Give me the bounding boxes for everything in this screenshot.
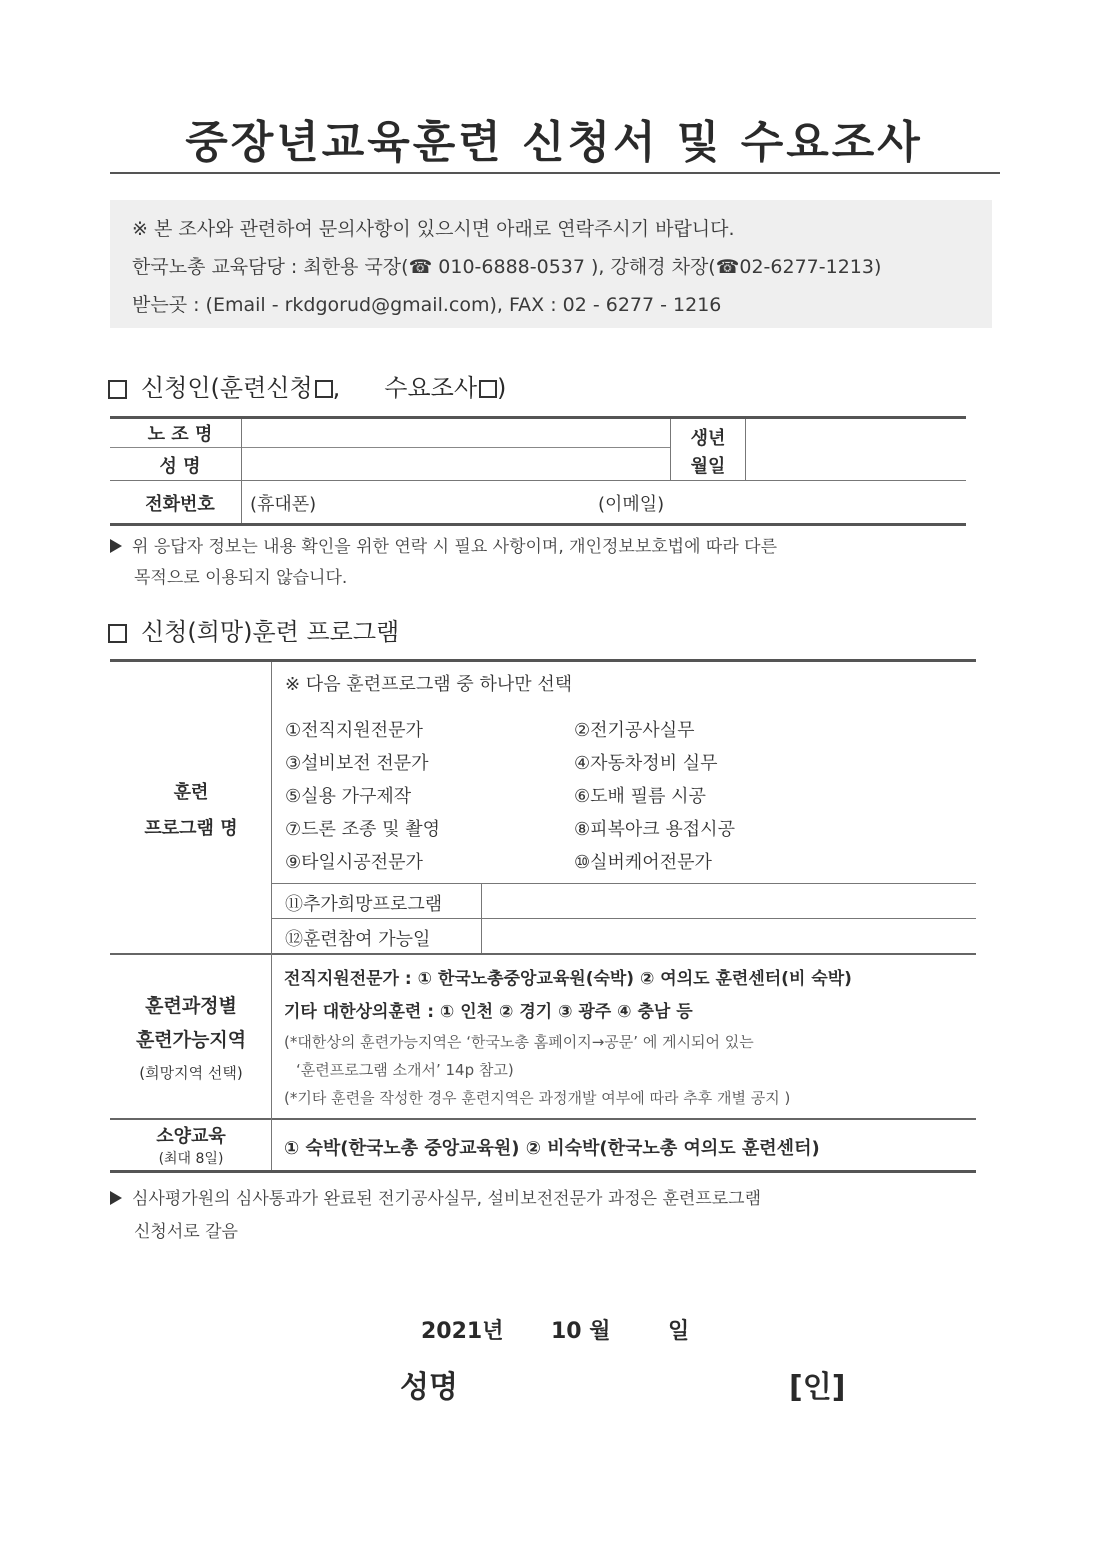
section-checkbox	[108, 624, 127, 643]
section-applicant-heading: 신청인(훈련신청 , 수요조사 )	[108, 368, 506, 403]
program-option[interactable]: ⑦드론 조종 및 촬영	[285, 819, 441, 840]
privacy-note-line-1: 위 응답자 정보는 내용 확인을 위한 연락 시 필요 사항이며, 개인정보보호법에 따라 다른	[110, 532, 777, 557]
section-program-heading: 신청(희망)훈련 프로그램	[108, 612, 399, 647]
available-date-label: ⑫훈련참여 가능일	[285, 929, 431, 950]
mobile-field[interactable]: (휴대폰)	[250, 494, 317, 515]
liberal-label-2: (최대 8일)	[158, 1151, 224, 1167]
program-option[interactable]: ③설비보전 전문가	[285, 753, 429, 774]
program-instruction: ※ 다음 훈련프로그램 중 하나만 선택	[285, 674, 573, 695]
region-line-1[interactable]: 전직지원전문가 : ① 한국노총중앙교육원(숙박) ② 여의도 훈련센터(비 숙박)	[284, 969, 852, 989]
birth-label-2: 월일	[690, 456, 726, 477]
notice-line-1: ※ 본 조사와 관련하여 문의사항이 있으시면 아래로 연락주시기 바랍니다.	[132, 218, 735, 240]
region-line-2[interactable]: 기타 대한상의훈련 : ① 인천 ② 경기 ③ 광주 ④ 충남 등	[284, 1002, 693, 1022]
notice-line-2: 한국노총 교육담당 : 최한용 국장(☎ 010-6888-0537 ), 강해경 차장(☎02-6277-1213)	[132, 256, 882, 278]
region-line-3: (*대한상의 훈련가능지역은 ‘한국노총 홈페이지→공문’ 에 게시되어 있는	[284, 1033, 754, 1051]
region-label-2: 훈련가능지역	[135, 1029, 247, 1051]
applicant-name-field[interactable]	[243, 450, 668, 478]
arrow-right-icon	[110, 1191, 122, 1205]
program-option[interactable]: ⑧피복아크 용접시공	[574, 819, 735, 840]
phone-label: 전화번호	[145, 494, 215, 515]
email-field[interactable]: (이메일)	[598, 494, 665, 515]
birth-date-field[interactable]	[747, 421, 965, 478]
birth-label-1: 생년	[690, 428, 726, 449]
region-label-1: 훈련과정별	[145, 995, 237, 1017]
training-apply-checkbox[interactable]	[315, 380, 333, 398]
applicant-name-label: 성 명	[159, 456, 201, 477]
signature-name-label: 성명	[400, 1370, 458, 1405]
program-label-1: 훈련	[173, 782, 209, 803]
program-option[interactable]: ①전직지원전문가	[285, 720, 423, 741]
region-line-5: (*기타 훈련을 작성한 경우 훈련지역은 과정개발 여부에 따라 추후 개별 공지 )	[284, 1089, 791, 1107]
page-title: 중장년교육훈련 신청서 및 수요조사	[185, 117, 923, 168]
liberal-options[interactable]: ① 숙박(한국노총 중앙교육원) ② 비숙박(한국노총 여의도 훈련센터)	[284, 1138, 820, 1159]
arrow-right-icon	[110, 539, 122, 553]
privacy-note-line-2: 목적으로 이용되지 않습니다.	[134, 568, 348, 588]
signature-month: 10 월	[551, 1319, 611, 1344]
region-line-4: ‘훈련프로그램 소개서’ 14p 참고)	[296, 1061, 514, 1079]
review-note-line-1: 심사평가원의 심사통과가 완료된 전기공사실무, 설비보전전문가 과정은 훈련프로그램	[110, 1184, 761, 1209]
signature-day: 일	[668, 1319, 690, 1344]
liberal-label-1: 소양교육	[156, 1126, 226, 1147]
available-date-field[interactable]	[484, 921, 974, 951]
demand-survey-checkbox[interactable]	[479, 380, 497, 398]
signature-year: 2021년	[421, 1319, 504, 1344]
program-option[interactable]: ⑩실버케어전문가	[574, 852, 712, 873]
section-checkbox	[108, 380, 127, 399]
extra-program-field[interactable]	[484, 886, 974, 916]
review-note-line-2: 신청서로 갈음	[134, 1222, 238, 1242]
extra-program-label: ⑪추가희망프로그램	[285, 894, 443, 915]
program-option[interactable]: ⑥도배 필름 시공	[574, 786, 706, 807]
program-option[interactable]: ⑤실용 가구제작	[285, 786, 412, 807]
program-option[interactable]: ②전기공사실무	[574, 720, 695, 741]
signature-seal: [인]	[789, 1370, 846, 1405]
notice-line-3: 받는곳 : (Email - rkdgorud@gmail.com), FAX : 02 - 6277 - 1216	[132, 294, 722, 316]
union-name-field[interactable]	[243, 420, 668, 446]
region-label-3: (희망지역 선택)	[139, 1064, 243, 1082]
program-option[interactable]: ⑨타일시공전문가	[285, 852, 423, 873]
title-underline	[110, 172, 1000, 174]
union-name-label: 노 조 명	[147, 424, 213, 445]
program-label-2: 프로그램 명	[144, 818, 238, 839]
program-option[interactable]: ④자동차정비 실무	[574, 753, 718, 774]
contact-notice	[110, 200, 992, 328]
signature-name-field[interactable]	[472, 1362, 772, 1402]
